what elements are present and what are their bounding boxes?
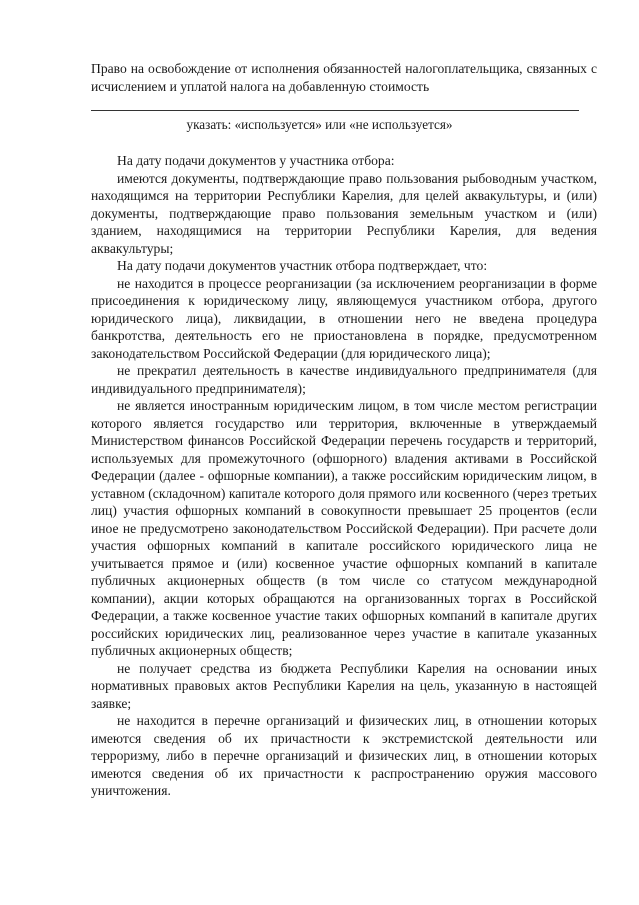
declaration-intro: На дату подачи документов у участника отбора: [117,153,395,168]
declaration-item-extremism: не находится в перечне организаций и физических лиц, в отношении которых имеются сведения об их причастности к экстремистской деятельности или терроризму, либо в перечне организаций и физических лиц, в отношении которых имеются сведения об их причастности к распространению оружия массового уничтожения. [91,713,597,798]
declaration-item-budget: не получает средства из бюджета Республики Карелия на основании иных нормативных правовых актов Республики Карелия на цель, указанную в настоящей заявке; [91,660,597,711]
vat-exemption-section [91,60,597,95]
declaration-item-entrepreneur: не прекратил деятельность в качестве индивидуального предпринимателя (для индивидуального предпринимателя); [91,363,597,396]
declaration-confirm-heading: На дату подачи документов участник отбора подтверждает, что: [117,258,488,273]
declaration-item-reorganization: не находится в процессе реорганизации (за исключением реорганизации в форме присоединения к юридическому лицу, являющемуся участником отбора, другого юридического лица), ликвидации, в отношении него не введена процедура банкротства, деятельность его не приостановлена в порядке, предусмотренном законодательством Российской Федерации (для юридического лица); [91,275,597,361]
vat-exemption-fill-line [91,110,579,111]
declaration-item-offshore: не является иностранным юридическим лицом, в том числе местом регистрации которого является государство или территория, включенные в утверждаемый Министерством финансов Российской Федерации перечень государств и территорий, используемых для промежуточного (офшорного) владения активами в Российской Федерации (далее - офшорные компании), а также российским юридическим лицом, в уставном (складочном) капитале которого доля прямого или косвенного (через третьих лиц) участия офшорных компаний в совокупности превышает 25 процентов (если иное не предусмотрено законодательством Российской Федерации). При расчете доли участия офшорных компаний в капитале российского юридического лица не учитывается прямое и (или) косвенное участие офшорных компаний в капитале публичных акционерных обществ (в том числе со статусом международной компании), акции которых обращаются на организованных торгах в Российской Федерации, а также косвенное участие таких офшорных компаний в капитале других российских юридических лиц, реализованное через участие в капитале указанных публичных акционерных обществ; [91,398,597,658]
participant-declaration [91,152,597,800]
declaration-item-documents: имеются документы, подтверждающие право пользования рыбоводным участком, находящимся на территории Республики Карелия, для целей аквакультуры, и (или) документы, подтверждающие право пользования земельным участком и (или) зданием, находящимися на территории Республики Карелия, для ведения аквакультуры; [91,170,597,256]
vat-exemption-hint: указать: «используется» или «не используется» [186,117,453,132]
vat-exemption-title: Право на освобождение от исполнения обязанностей налогоплательщика, связанных с исчислением и уплатой налога на добавленную стоимость [91,61,597,94]
